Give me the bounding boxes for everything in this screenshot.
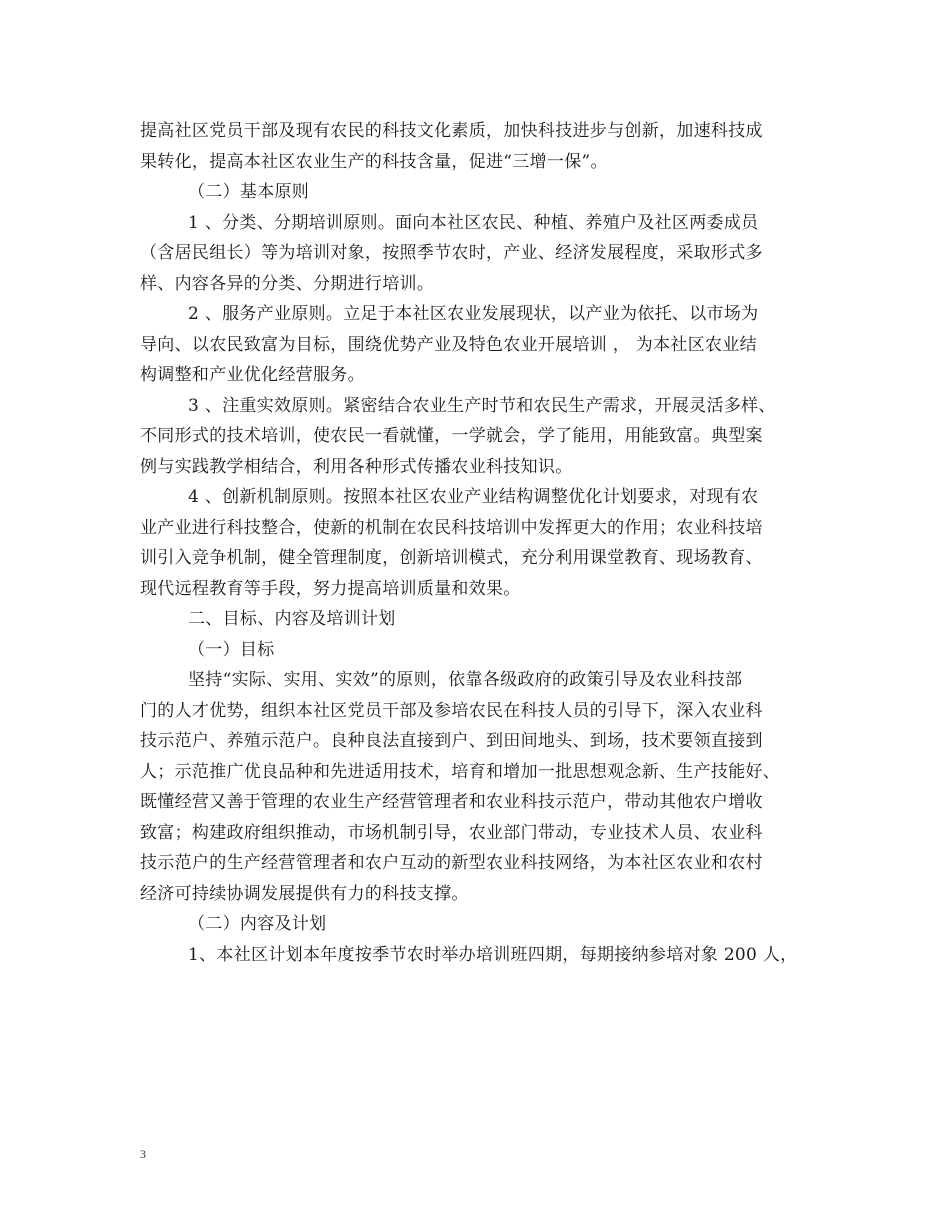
text-line: 经济可持续协调发展提供有力的科技支撑。: [140, 883, 469, 904]
text-line: 4 、创新机制原则。按照本社区农业产业结构调整优化计划要求，对现有农: [188, 487, 759, 507]
text-line: 现代远程教育等手段，努力提高培训质量和效果。: [140, 578, 521, 599]
text-line: 提高社区党员干部及现有农民的科技文化素质，加快科技进步与创新，加速科技成: [140, 121, 763, 141]
text-line: 3 、注重实效原则。紧密结合农业生产时节和农民生产需求，开展灵活多样、: [188, 395, 776, 416]
text-line: 果转化，提高本社区农业生产的科技含量，促进“三增一保”。: [140, 151, 608, 172]
text-line: 训引入竞争机制，健全管理制度，创新培训模式，充分利用课堂教育、现场教育、: [140, 548, 763, 568]
text-line: 不同形式的技术培训，使农民一看就懂，一学就会，学了能用，用能致富。典型案: [140, 426, 763, 446]
text-line: （一）目标: [188, 639, 275, 660]
text-line: 导向、以农民致富为目标，围绕优势产业及特色农业开展培训 ， 为本社区农业结: [140, 334, 757, 355]
text-line: 人；示范推广优良品种和先进适用技术，培育和增加一批思想观念新、生产技能好、: [140, 761, 781, 782]
text-line: 1 、分类、分期培训原则。面向本社区农民、种植、养殖户及社区两委成员: [188, 212, 759, 233]
text-line: 技示范户的生产经营管理者和农户互动的新型农业科技网络，为本社区农业和农村: [140, 853, 763, 873]
text-line: 样、内容各异的分类、分期进行培训。: [140, 273, 435, 294]
page-number: 3: [140, 1147, 146, 1161]
text-line: 门的人才优势，组织本社区党员干部及参培农民在科技人员的引导下，深入农业科: [140, 700, 763, 721]
text-line: 1、本社区计划本年度按季节农时举办培训班四期，每期接纳参培对象 200 人，: [188, 944, 798, 965]
text-line: 业产业进行科技整合，使新的机制在农民科技培训中发挥更大的作用；农业科技培: [140, 517, 763, 538]
text-line: （二）内容及计划: [188, 914, 327, 934]
text-line: 技示范户、养殖示范户。良种良法直接到户、到田间地头、到场，技术要领直接到: [140, 731, 763, 751]
text-line: 2 、服务产业原则。立足于本社区农业发展现状，以产业为依托、以市场为: [188, 304, 759, 324]
text-line: 既懂经营又善于管理的农业生产经营管理者和农业科技示范户，带动其他农户增收: [140, 792, 763, 812]
document-body: [140, 116, 830, 970]
text-line: 构调整和产业优化经营服务。: [140, 365, 365, 385]
text-line: 二、目标、内容及培训计划: [188, 609, 396, 629]
text-line: （含居民组长）等为培训对象，按照季节农时，产业、经济发展程度，采取形式多: [140, 243, 763, 263]
text-line: 例与实践教学相结合，利用各种形式传播农业科技知识。: [140, 456, 573, 477]
text-line: 坚持“实际、实用、实效”的原则，依靠各级政府的政策引导及农业科技部: [188, 670, 743, 690]
text-line: （二）基本原则: [188, 182, 310, 202]
text-line: 致富；构建政府组织推动，市场机制引导，农业部门带动，专业技术人员、农业科: [140, 822, 763, 843]
